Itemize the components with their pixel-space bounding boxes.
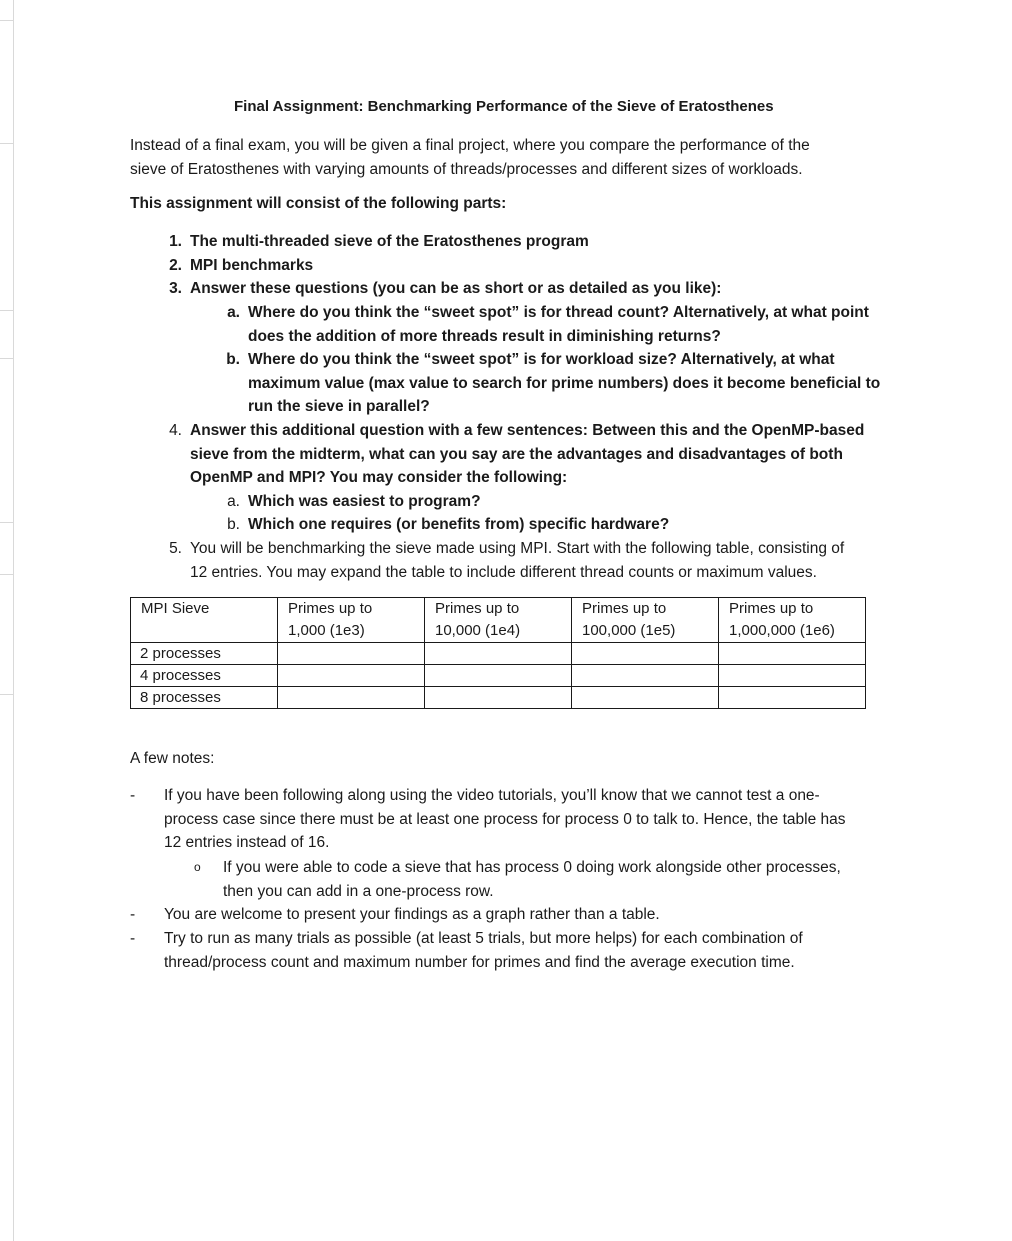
notes-heading: A few notes: — [130, 750, 215, 767]
sub-item-line: run the sieve in parallel? — [248, 398, 430, 415]
page-left-margin-rule — [13, 0, 14, 1241]
table-cell — [719, 687, 866, 709]
note-line: You are welcome to present your findings as a graph rather than a table. — [164, 906, 660, 923]
part-text: Answer these questions (you can be as short or as detailed as you like): — [190, 280, 722, 297]
margin-mark — [0, 358, 13, 359]
table-cell — [425, 643, 572, 665]
table-header-cell — [719, 598, 866, 643]
table-cell — [572, 643, 719, 665]
list-number: 5. — [169, 540, 182, 557]
sub-item-line: Which was easiest to program? — [248, 493, 481, 510]
mpi-sieve-table — [130, 597, 866, 709]
note-line: then you can add in a one-process row. — [223, 882, 494, 900]
part-line: sieve from the midterm, what can you say are the advantages and disadvantages of both — [190, 445, 843, 463]
header-line: 100,000 (1e5) — [582, 622, 676, 639]
list-number: 1. — [169, 233, 182, 250]
list-letter: a. — [227, 304, 240, 321]
table-header-cell — [278, 598, 425, 643]
margin-mark — [0, 310, 13, 311]
parts-heading: This assignment will consist of the following parts: — [130, 195, 507, 212]
intro-paragraph — [130, 134, 890, 182]
list-letter: a. — [227, 493, 240, 510]
margin-mark — [0, 694, 13, 695]
note-line: If you have been following along using the video tutorials, you’ll know that we cannot test a one- — [164, 787, 820, 804]
table-cell — [572, 687, 719, 709]
table-header-row — [131, 598, 866, 643]
part-line: Answer this additional question with a few sentences: Between this and the OpenMP-based — [190, 422, 865, 439]
margin-mark — [0, 522, 13, 523]
margin-mark — [0, 574, 13, 575]
table-header-cell — [425, 598, 572, 643]
list-letter: b. — [226, 351, 240, 368]
table-cell — [278, 665, 425, 687]
sub-item-line: maximum value (max value to search for prime numbers) does it become beneficial to — [248, 374, 881, 392]
sub-item-line: Which one requires (or benefits from) specific hardware? — [248, 516, 670, 533]
intro-line: Instead of a final exam, you will be given a final project, where you compare the performance of the — [130, 137, 810, 154]
list-number: 3. — [169, 280, 182, 297]
note-line: thread/process count and maximum number for primes and find the average execution time. — [164, 953, 795, 971]
header-line: Primes up to — [582, 600, 667, 617]
table-cell — [719, 665, 866, 687]
margin-mark — [0, 143, 13, 144]
header-line: 10,000 (1e4) — [435, 622, 521, 639]
intro-line: sieve of Eratosthenes with varying amounts of threads/processes and different sizes of workloads. — [130, 161, 803, 178]
header-line: Primes up to — [288, 600, 373, 617]
note-line: 12 entries instead of 16. — [164, 834, 330, 851]
sub-item-line: does the addition of more threads result in diminishing returns? — [248, 327, 721, 345]
header-line: Primes up to — [435, 600, 520, 617]
circle-bullet-icon: o — [194, 860, 201, 874]
list-number: 2. — [169, 257, 182, 274]
sub-item-line: Where do you think the “sweet spot” is for workload size? Alternatively, at what — [248, 351, 835, 368]
note-line: If you were able to code a sieve that has process 0 doing work alongside other processes, — [223, 859, 841, 876]
table-cell — [425, 687, 572, 709]
dash-bullet: - — [130, 930, 136, 947]
note-line: process case since there must be at least one process for process 0 to talk to. Hence, the table has — [164, 810, 846, 828]
part-line: 12 entries. You may expand the table to include different thread counts or maximum values. — [190, 563, 817, 581]
header-line: Primes up to — [729, 600, 814, 617]
row-label-cell: 4 processes — [131, 665, 278, 687]
header-line: 1,000 (1e3) — [288, 622, 365, 639]
table-corner-cell: MPI Sieve — [131, 598, 278, 643]
table-cell — [719, 643, 866, 665]
header-line: 1,000,000 (1e6) — [729, 622, 835, 639]
table-cell — [278, 687, 425, 709]
row-label-cell: 8 processes — [131, 687, 278, 709]
table-cell — [425, 665, 572, 687]
table-row — [131, 643, 866, 665]
margin-mark — [0, 20, 13, 21]
list-letter: b. — [227, 516, 240, 533]
part-line: You will be benchmarking the sieve made using MPI. Start with the following table, consisting of — [190, 540, 845, 557]
table-row — [131, 687, 866, 709]
part-text: MPI benchmarks — [190, 257, 314, 274]
table-cell — [278, 643, 425, 665]
sub-item-line: Where do you think the “sweet spot” is for thread count? Alternatively, at what point — [248, 304, 869, 321]
row-label-cell: 2 processes — [131, 643, 278, 665]
table-header-cell — [572, 598, 719, 643]
table-row — [131, 665, 866, 687]
note-line: Try to run as many trials as possible (at least 5 trials, but more helps) for each combination of — [164, 930, 803, 947]
dash-bullet: - — [130, 787, 136, 804]
part-line: OpenMP and MPI? You may consider the following: — [190, 469, 568, 486]
dash-bullet: - — [130, 906, 136, 923]
list-number: 4. — [169, 422, 182, 439]
table-cell — [572, 665, 719, 687]
part-text: The multi-threaded sieve of the Eratosthenes program — [190, 233, 589, 250]
document-title: Final Assignment: Benchmarking Performance of the Sieve of Eratosthenes — [234, 98, 774, 115]
